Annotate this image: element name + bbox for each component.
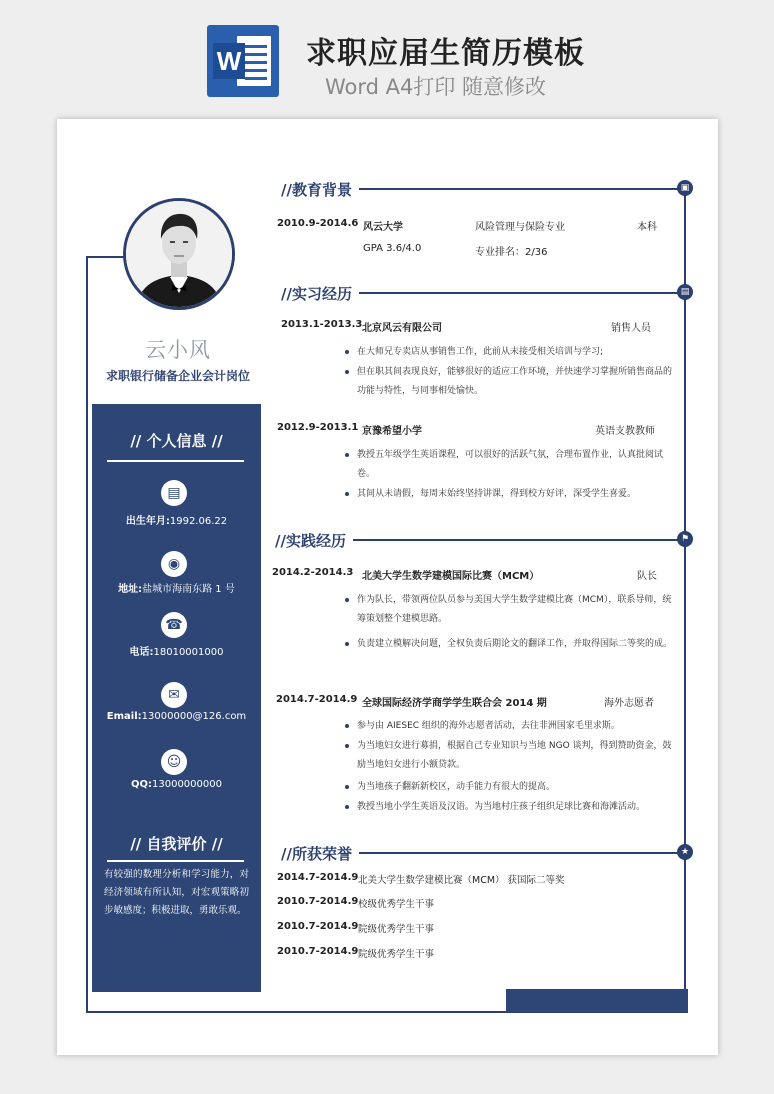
frame-left-top-line: [86, 256, 124, 258]
practice-2-bullet-2: 为当地妇女进行募捐，根据自己专业知识与当地 NGO 谈判，得到赞助资金，鼓励当地妇女进行小额贷款。: [345, 737, 675, 775]
address-value: 盐城市海南东路 1 号: [142, 584, 235, 595]
practice-line: [353, 539, 684, 541]
header-subtitle: Word A4打印 随意修改: [325, 75, 547, 99]
self-eval-text: 有较强的数理分析和学习能力，对经济领域有所认知，对宏观策略初步敏感度；积极进取，勇敢乐观。: [104, 869, 249, 916]
practice-2-bullet-4: 教授当地小学生英语及汉语。为当地村庄孩子组织足球比赛和海滩活动。: [345, 798, 675, 817]
avatar: [123, 198, 235, 310]
phone-label: 电话:: [129, 647, 154, 658]
word-logo-icon: [207, 25, 279, 97]
practice-1-bullet-1: 作为队长，带领两位队员参与美国大学生数学建模比赛（MCM），联系导师，统筹策划整个建模思路。: [345, 591, 675, 629]
header-title: 求职应届生简历模板: [306, 36, 585, 71]
qq-info: [92, 779, 261, 790]
honor-2-period: 2010.7-2014.9: [277, 896, 359, 907]
location-pin-icon: ◉: [161, 551, 187, 577]
intern-1-org: 北京风云有限公司: [362, 323, 442, 334]
intern-1-bullet-2: 但在职其间表现良好，能够很好的适应工作环境，并快速学习掌握所销售商品的功能与特性，与同事相处愉快。: [345, 363, 675, 401]
job-target: 求职银行储备企业会计岗位: [105, 369, 250, 383]
practice-2-bullet-3: 为当地孩子翻新新校区，动手能力有很大的提高。: [345, 778, 675, 797]
resume-paper: [57, 119, 718, 1055]
intern-1-role: 销售人员: [611, 323, 651, 334]
edu-period: 2010.9-2014.6: [277, 218, 359, 229]
candidate-name: 云小风: [145, 338, 211, 362]
self-eval-rule: [107, 860, 244, 862]
trophy-icon: ★: [677, 844, 693, 860]
honor-2-text: 校级优秀学生干事: [358, 899, 435, 910]
education-line: [359, 188, 684, 190]
honor-3-text: 院级优秀学生干事: [358, 924, 435, 935]
email-label: Email:: [106, 711, 142, 722]
honor-3-period: 2010.7-2014.9: [277, 921, 359, 932]
personal-info-heading: // 个人信息 //: [130, 432, 223, 450]
honor-1-period: 2014.7-2014.9: [277, 872, 359, 883]
phone-icon: ☎: [161, 612, 187, 638]
internship-title: //实习经历: [281, 285, 352, 303]
intern-2-bullet-2: 其间从未请假，每周末始终坚持讲课，得到校方好评，深受学生喜爱。: [345, 485, 675, 504]
flag-icon: ⚑: [677, 531, 693, 547]
practice-1-org: 北美大学生数学建模国际比赛（MCM）: [362, 571, 540, 582]
practice-1-bullet-2: 负责建立模解决问题，全权负责后期论文的翻译工作，并取得国际二等奖的成。: [345, 635, 675, 654]
personal-info-rule: [107, 460, 244, 462]
honors-line: [359, 852, 684, 854]
phone-info: [92, 643, 261, 658]
intern-1-bullet-1: 在大师兄专卖店从事销售工作，此前从未接受相关培训与学习;: [345, 343, 675, 362]
sidebar: [92, 404, 261, 992]
birth-label: 出生年月:: [125, 516, 170, 527]
briefcase-icon: ▤: [677, 284, 693, 300]
email-info: [92, 711, 261, 722]
practice-2-org: 全球国际经济学商学学生联合会 2014 期: [362, 698, 547, 709]
birth-value: 1992.06.22: [169, 516, 228, 527]
honor-1-text: 北美大学生数学建模比赛（MCM） 获国际二等奖: [358, 875, 565, 886]
honor-4-text: 院级优秀学生干事: [358, 949, 435, 960]
practice-2-role: 海外志愿者: [604, 698, 654, 709]
address-label: 地址:: [118, 584, 143, 595]
birth-info: [92, 512, 261, 527]
intern-2-bullet-1: 教授五年级学生英语课程，可以很好的活跃气氛，合理布置作业，认真批阅试卷。: [345, 446, 675, 484]
intern-1-period: 2013.1-2013.3: [281, 319, 363, 330]
edu-major: 风险管理与保险专业: [475, 222, 565, 233]
practice-1-period: 2014.2-2014.3: [272, 567, 354, 578]
intern-2-role: 英语支教教师: [595, 426, 655, 437]
honor-4-period: 2010.7-2014.9: [277, 946, 359, 957]
phone-value: 18010001000: [153, 647, 224, 658]
edu-rank: 专业排名：2/36: [475, 247, 548, 258]
book-icon: ▣: [677, 180, 693, 196]
intern-2-org: 京豫希望小学: [362, 426, 422, 437]
edu-school: 风云大学: [363, 222, 403, 233]
frame-bottom-bar: [506, 989, 688, 1012]
email-value: 13000000@126.com: [141, 711, 247, 722]
honors-title: //所获荣誉: [281, 845, 352, 863]
address-info: [92, 580, 261, 595]
practice-2-bullet-1: 参与由 AIESEC 组织的海外志愿者活动，去往非洲国家毛里求斯。: [345, 717, 675, 736]
frame-right-line: [684, 188, 686, 991]
qq-value: 13000000000: [152, 779, 222, 790]
edu-degree: 本科: [637, 222, 657, 233]
page-header: [0, 0, 774, 112]
education-title: //教育背景: [281, 181, 352, 199]
practice-1-role: 队长: [637, 571, 657, 582]
edu-gpa: GPA 3.6/4.0: [363, 243, 422, 254]
qq-icon: ☺: [161, 749, 187, 775]
mail-icon: ✉: [161, 682, 187, 708]
practice-title: //实践经历: [275, 532, 346, 550]
internship-line: [359, 292, 684, 294]
qq-label: QQ:: [130, 779, 152, 790]
avatar-photo: [126, 201, 232, 307]
intern-2-period: 2012.9-2013.1: [277, 422, 359, 433]
practice-2-period: 2014.7-2014.9: [276, 694, 358, 705]
self-eval-heading: // 自我评价 //: [130, 835, 223, 853]
logo-letter: W: [213, 43, 245, 79]
calendar-icon: ▤: [161, 480, 187, 506]
